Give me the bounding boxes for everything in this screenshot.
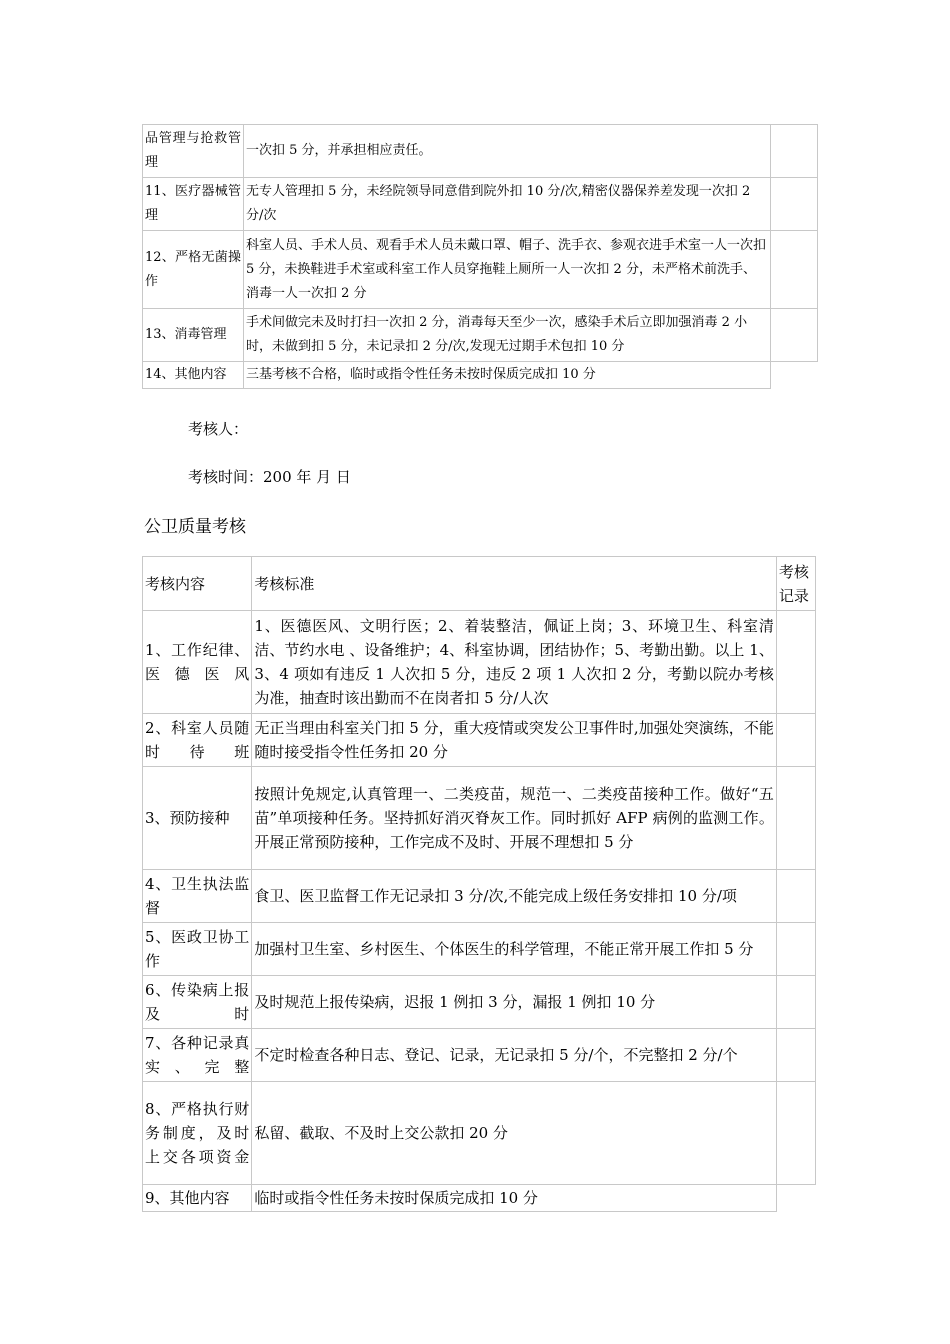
- table-row: [143, 976, 816, 1029]
- item-cell: 11、医疗器械管理: [143, 178, 244, 231]
- table-header-row: [143, 557, 816, 611]
- standard-cell: 手术间做完未及时打扫一次扣 2 分，消毒每天至少一次，感染手术后立即加强消毒 2 小时，未做到扣 5 分，未记录扣 2 分/次,发现无过期手术包扣 10 分: [244, 309, 771, 362]
- section-title: 公卫质量考核: [144, 517, 246, 537]
- item-cell: 12、严格无菌操作: [143, 231, 244, 309]
- table-row: [143, 767, 816, 870]
- table-row: [143, 923, 816, 976]
- item-cell: 5、医政卫协工作: [143, 923, 252, 976]
- header-standard: 考核标准: [252, 557, 777, 611]
- item-cell: 14、其他内容: [143, 362, 244, 389]
- header-item: 考核内容: [143, 557, 252, 611]
- item-cell: 7、各种记录真实、完整: [143, 1029, 252, 1082]
- item-cell: 6、传染病上报及时: [143, 976, 252, 1029]
- standard-cell: 一次扣 5 分，并承担相应责任。: [244, 125, 771, 178]
- record-cell[interactable]: [776, 1029, 815, 1082]
- standard-cell: 科室人员、手术人员、观看手术人员未戴口罩、帽子、洗手衣、参观衣进手术室一人一次扣 5 分，未换鞋进手术室或科室工作人员穿拖鞋上厕所一人一次扣 2 分，未严格术前洗手、消毒一人一次扣 2 分: [244, 231, 771, 309]
- item-cell: 4、卫生执法监督: [143, 870, 252, 923]
- record-cell[interactable]: [776, 870, 815, 923]
- standard-cell: 私留、截取、不及时上交公款扣 20 分: [252, 1082, 777, 1185]
- record-cell[interactable]: [771, 178, 818, 231]
- item-cell: 3、预防接种: [143, 767, 252, 870]
- examiner-label: 考核人：: [188, 420, 249, 438]
- item-cell: 2、科室人员随时待班: [143, 714, 252, 767]
- table-row: [143, 611, 816, 714]
- standard-cell: 按照计免规定,认真管理一、二类疫苗，规范一、二类疫苗接种工作。做好“五苗”单项接种任务。坚持抓好消灭脊灰工作。同时抓好 AFP 病例的监测工作。开展正常预防接种，工作完成不及时、开展不理想扣 5 分: [252, 767, 777, 870]
- standard-cell: 三基考核不合格，临时或指令性任务未按时保质完成扣 10 分: [244, 362, 771, 389]
- empty-cell: [776, 1185, 815, 1212]
- standard-cell: 不定时检查各种日志、登记、记录，无记录扣 5 分/个，不完整扣 2 分/个: [252, 1029, 777, 1082]
- table-row: [143, 125, 818, 178]
- record-cell[interactable]: [771, 309, 818, 362]
- table-row: [143, 309, 818, 362]
- assessment-table-continued: [142, 124, 818, 389]
- table-row: [143, 178, 818, 231]
- table-row: [143, 714, 816, 767]
- standard-cell: 食卫、医卫监督工作无记录扣 3 分/次,不能完成上级任务安排扣 10 分/项: [252, 870, 777, 923]
- standard-cell: 及时规范上报传染病，迟报 1 例扣 3 分，漏报 1 例扣 10 分: [252, 976, 777, 1029]
- record-cell[interactable]: [776, 1082, 815, 1185]
- item-cell: 1、工作纪律、医德医风: [143, 611, 252, 714]
- item-cell: 8、严格执行财务制度，及时上交各项资金: [143, 1082, 252, 1185]
- record-cell[interactable]: [776, 767, 815, 870]
- standard-cell: 无专人管理扣 5 分，未经院领导同意借到院外扣 10 分/次,精密仪器保养差发现一次扣 2 分/次: [244, 178, 771, 231]
- standard-cell: 临时或指令性任务未按时保质完成扣 10 分: [252, 1185, 777, 1212]
- standard-cell: 1、医德医风、文明行医；2、着装整洁，佩证上岗；3、环境卫生、科室清洁、节约水电 、设备维护；4、科室协调，团结协作；5、考勤出勤。以上 1、3、4 项如有违反 1 人次扣 5 分，违反 2 项 1 人次扣 2 分，考勤以院办考核为准，抽查时该出勤而不在岗者扣 5 分/人次: [252, 611, 777, 714]
- record-cell[interactable]: [776, 976, 815, 1029]
- table-row: [143, 1082, 816, 1185]
- standard-cell: 加强村卫生室、乡村医生、个体医生的科学管理，不能正常开展工作扣 5 分: [252, 923, 777, 976]
- standard-cell: 无正当理由科室关门扣 5 分，重大疫情或突发公卫事件时,加强处突演练，不能随时接受指令性任务扣 20 分: [252, 714, 777, 767]
- header-record: 考核记录: [776, 557, 815, 611]
- public-health-assessment-table: [142, 556, 816, 1212]
- exam-time-label: 考核时间：200 年 月 日: [188, 468, 351, 486]
- table-row: [143, 1185, 816, 1212]
- table-row: [143, 231, 818, 309]
- item-cell: 13、消毒管理: [143, 309, 244, 362]
- record-cell[interactable]: [771, 125, 818, 178]
- item-cell: 品管理与抢救管理: [143, 125, 244, 178]
- record-cell[interactable]: [776, 611, 815, 714]
- record-cell[interactable]: [771, 231, 818, 309]
- table-row: [143, 362, 818, 389]
- empty-cell: [771, 362, 818, 389]
- item-cell: 9、其他内容: [143, 1185, 252, 1212]
- table-row: [143, 1029, 816, 1082]
- record-cell[interactable]: [776, 714, 815, 767]
- table-row: [143, 870, 816, 923]
- record-cell[interactable]: [776, 923, 815, 976]
